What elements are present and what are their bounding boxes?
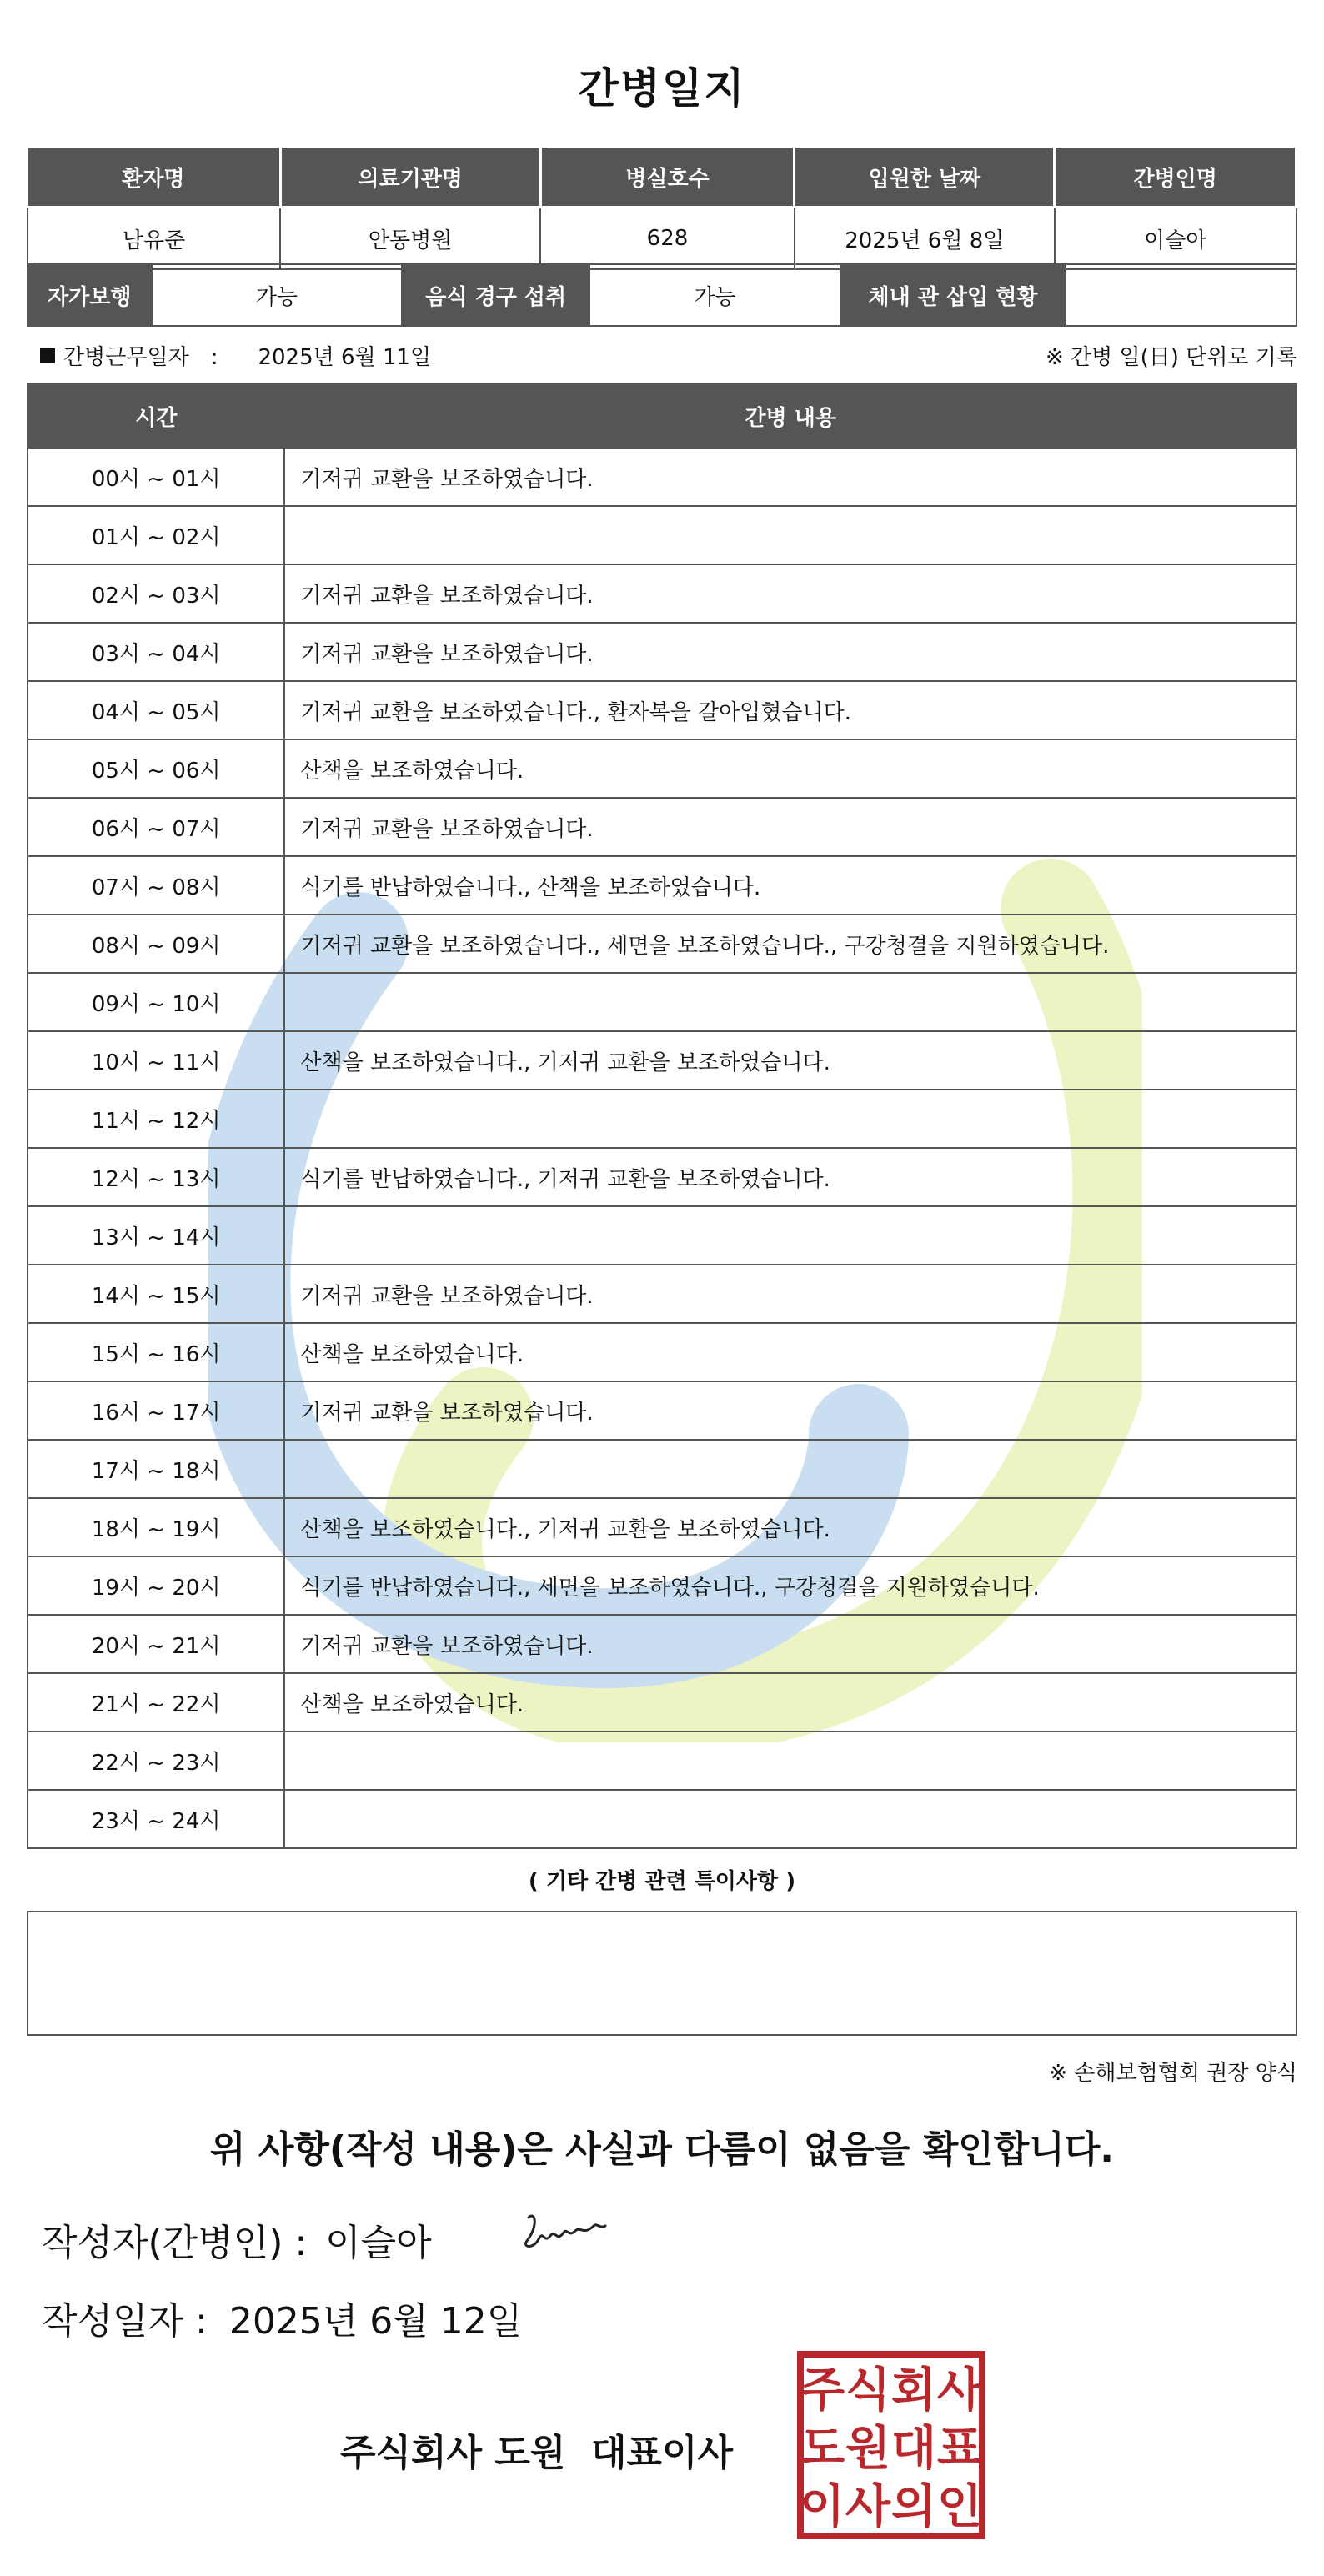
log-time: 23시 ~ 24시 bbox=[28, 1790, 284, 1848]
care-log-row bbox=[28, 1732, 1296, 1790]
log-content: 기저귀 교환을 보조하였습니다. bbox=[284, 1381, 1296, 1440]
eat-value: 가능 bbox=[589, 264, 840, 326]
square-bullet-icon bbox=[40, 348, 55, 363]
log-time: 05시 ~ 06시 bbox=[28, 739, 284, 798]
log-content: 산책을 보조하였습니다. bbox=[284, 1323, 1296, 1381]
header-caregiver-name: 간병인명 bbox=[1055, 147, 1296, 208]
log-time: 09시 ~ 10시 bbox=[28, 973, 284, 1031]
log-content: 산책을 보조하였습니다., 기저귀 교환을 보조하였습니다. bbox=[284, 1031, 1296, 1090]
care-log-row bbox=[28, 1148, 1296, 1206]
log-content: 기저귀 교환을 보조하였습니다. bbox=[284, 564, 1296, 623]
log-content bbox=[284, 1732, 1296, 1790]
log-time: 03시 ~ 04시 bbox=[28, 623, 284, 681]
log-time: 20시 ~ 21시 bbox=[28, 1615, 284, 1673]
care-log-row bbox=[28, 915, 1296, 973]
patient-status-table bbox=[27, 263, 1297, 327]
care-log-row bbox=[28, 1031, 1296, 1090]
page-title: 간병일지 bbox=[578, 64, 746, 113]
caregiver-name: 이슬아 bbox=[1055, 208, 1296, 270]
log-time: 08시 ~ 09시 bbox=[28, 915, 284, 973]
seal-char: 사 bbox=[845, 2480, 891, 2534]
care-log-row bbox=[28, 1381, 1296, 1440]
writer-name: 이슬아 bbox=[325, 2222, 432, 2264]
care-log-row bbox=[28, 1206, 1296, 1265]
written-date-line bbox=[42, 2291, 522, 2344]
care-log-row bbox=[28, 1556, 1296, 1615]
log-content bbox=[284, 506, 1296, 564]
patient-info-value-row bbox=[28, 208, 1296, 270]
log-content bbox=[284, 1090, 1296, 1148]
log-time: 06시 ~ 07시 bbox=[28, 798, 284, 856]
care-log-row bbox=[28, 448, 1296, 506]
log-content bbox=[284, 1790, 1296, 1848]
log-time: 00시 ~ 01시 bbox=[28, 448, 284, 506]
log-content: 기저귀 교환을 보조하였습니다. bbox=[284, 623, 1296, 681]
seal-char: 회 bbox=[890, 2363, 937, 2418]
hospital-name: 안동병원 bbox=[280, 208, 540, 270]
special-notes-box bbox=[27, 1911, 1297, 2036]
log-time: 18시 ~ 19시 bbox=[28, 1498, 284, 1556]
log-time: 14시 ~ 15시 bbox=[28, 1265, 284, 1323]
eat-label: 음식 경구 섭취 bbox=[402, 264, 589, 326]
care-log-row bbox=[28, 739, 1296, 798]
header-time: 시간 bbox=[28, 384, 284, 448]
care-log-row bbox=[28, 1498, 1296, 1556]
seal-char: 인 bbox=[936, 2480, 983, 2534]
log-content: 식기를 반납하였습니다., 세면을 보조하였습니다., 구강청결을 지원하였습니다. bbox=[284, 1556, 1296, 1615]
care-log-row bbox=[28, 506, 1296, 564]
log-time: 22시 ~ 23시 bbox=[28, 1732, 284, 1790]
writer-label: 작성자(간병인) : bbox=[42, 2222, 308, 2264]
log-time: 04시 ~ 05시 bbox=[28, 681, 284, 739]
work-date-label: 간병근무일자 : bbox=[63, 345, 218, 370]
header-hospital-name: 의료기관명 bbox=[280, 147, 540, 208]
log-time: 02시 ~ 03시 bbox=[28, 564, 284, 623]
log-time: 21시 ~ 22시 bbox=[28, 1673, 284, 1732]
log-content: 기저귀 교환을 보조하였습니다. bbox=[284, 1265, 1296, 1323]
log-time: 07시 ~ 08시 bbox=[28, 856, 284, 915]
care-log-row bbox=[28, 564, 1296, 623]
walk-label: 자가보행 bbox=[28, 264, 152, 326]
care-log-row bbox=[28, 856, 1296, 915]
tube-value bbox=[1066, 264, 1296, 326]
work-date-line bbox=[40, 340, 431, 371]
log-content: 산책을 보조하였습니다. bbox=[284, 1673, 1296, 1732]
tube-label: 체내 관 삽입 현황 bbox=[840, 264, 1066, 326]
log-time: 16시 ~ 17시 bbox=[28, 1381, 284, 1440]
log-content bbox=[284, 1440, 1296, 1498]
patient-info-table bbox=[27, 145, 1297, 270]
company-representative: 주식회사 도원 대표이사 bbox=[340, 2432, 733, 2474]
log-content: 식기를 반납하였습니다., 산책을 보조하였습니다. bbox=[284, 856, 1296, 915]
log-time: 17시 ~ 18시 bbox=[28, 1440, 284, 1498]
walk-value: 가능 bbox=[152, 264, 403, 326]
log-content bbox=[284, 973, 1296, 1031]
seal-char: 대 bbox=[890, 2422, 937, 2476]
company-seal bbox=[797, 2351, 985, 2539]
patient-name: 남유준 bbox=[28, 208, 280, 270]
log-content: 기저귀 교환을 보조하였습니다., 세면을 보조하였습니다., 구강청결을 지원하였습니다. bbox=[284, 915, 1296, 973]
care-log-row bbox=[28, 1323, 1296, 1381]
written-date-label: 작성일자 : bbox=[42, 2300, 208, 2343]
log-content: 기저귀 교환을 보조하였습니다. bbox=[284, 798, 1296, 856]
log-time: 01시 ~ 02시 bbox=[28, 506, 284, 564]
care-log-row bbox=[28, 681, 1296, 739]
log-time: 19시 ~ 20시 bbox=[28, 1556, 284, 1615]
log-content: 식기를 반납하였습니다., 기저귀 교환을 보조하였습니다. bbox=[284, 1148, 1296, 1206]
seal-char: 이 bbox=[799, 2480, 845, 2534]
log-time: 15시 ~ 16시 bbox=[28, 1323, 284, 1381]
header-patient-name: 환자명 bbox=[28, 147, 280, 208]
seal-char: 표 bbox=[936, 2422, 983, 2476]
patient-status-row bbox=[28, 264, 1296, 326]
care-log-row bbox=[28, 1265, 1296, 1323]
log-content: 산책을 보조하였습니다., 기저귀 교환을 보조하였습니다. bbox=[284, 1498, 1296, 1556]
header-content: 간병 내용 bbox=[284, 384, 1296, 448]
log-time: 12시 ~ 13시 bbox=[28, 1148, 284, 1206]
confirmation-statement: 위 사항(작성 내용)은 사실과 다름이 없음을 확인합니다. bbox=[210, 2128, 1114, 2171]
work-date-value: 2025년 6월 11일 bbox=[258, 345, 432, 370]
care-log-row bbox=[28, 1615, 1296, 1673]
care-log-row bbox=[28, 798, 1296, 856]
writer-line bbox=[42, 2213, 432, 2266]
care-log-row bbox=[28, 1440, 1296, 1498]
admission-date: 2025년 6월 8일 bbox=[795, 208, 1055, 270]
care-log-row bbox=[28, 1673, 1296, 1732]
care-log-header-row bbox=[28, 384, 1296, 448]
form-source-note: ※ 손해보험협회 권장 양식 bbox=[1049, 2061, 1297, 2086]
signature-image bbox=[519, 2208, 610, 2258]
care-log-row bbox=[28, 1790, 1296, 1848]
seal-char: 의 bbox=[890, 2480, 937, 2534]
log-content: 기저귀 교환을 보조하였습니다. bbox=[284, 448, 1296, 506]
log-time: 13시 ~ 14시 bbox=[28, 1206, 284, 1265]
seal-char: 사 bbox=[936, 2363, 983, 2418]
log-content: 산책을 보조하였습니다. bbox=[284, 739, 1296, 798]
seal-char: 주 bbox=[799, 2363, 845, 2418]
header-room-number: 병실호수 bbox=[540, 147, 795, 208]
patient-info-header-row bbox=[28, 147, 1296, 208]
care-log-row bbox=[28, 623, 1296, 681]
room-number: 628 bbox=[540, 208, 795, 270]
log-content: 기저귀 교환을 보조하였습니다., 환자복을 갈아입혔습니다. bbox=[284, 681, 1296, 739]
seal-char: 식 bbox=[845, 2363, 891, 2418]
header-admission-date: 입원한 날짜 bbox=[795, 147, 1055, 208]
log-time: 11시 ~ 12시 bbox=[28, 1090, 284, 1148]
work-note: ※ 간병 일(日) 단위로 기록 bbox=[1045, 345, 1297, 370]
care-log-row bbox=[28, 1090, 1296, 1148]
seal-char: 원 bbox=[845, 2422, 891, 2476]
written-date-value: 2025년 6월 12일 bbox=[228, 2300, 523, 2343]
log-content: 기저귀 교환을 보조하였습니다. bbox=[284, 1615, 1296, 1673]
care-log-row bbox=[28, 973, 1296, 1031]
log-time: 10시 ~ 11시 bbox=[28, 1031, 284, 1090]
log-content bbox=[284, 1206, 1296, 1265]
care-log-table bbox=[27, 383, 1297, 1849]
seal-char: 도 bbox=[799, 2422, 845, 2476]
special-notes-title: ( 기타 간병 관련 특이사항 ) bbox=[528, 1869, 796, 1894]
